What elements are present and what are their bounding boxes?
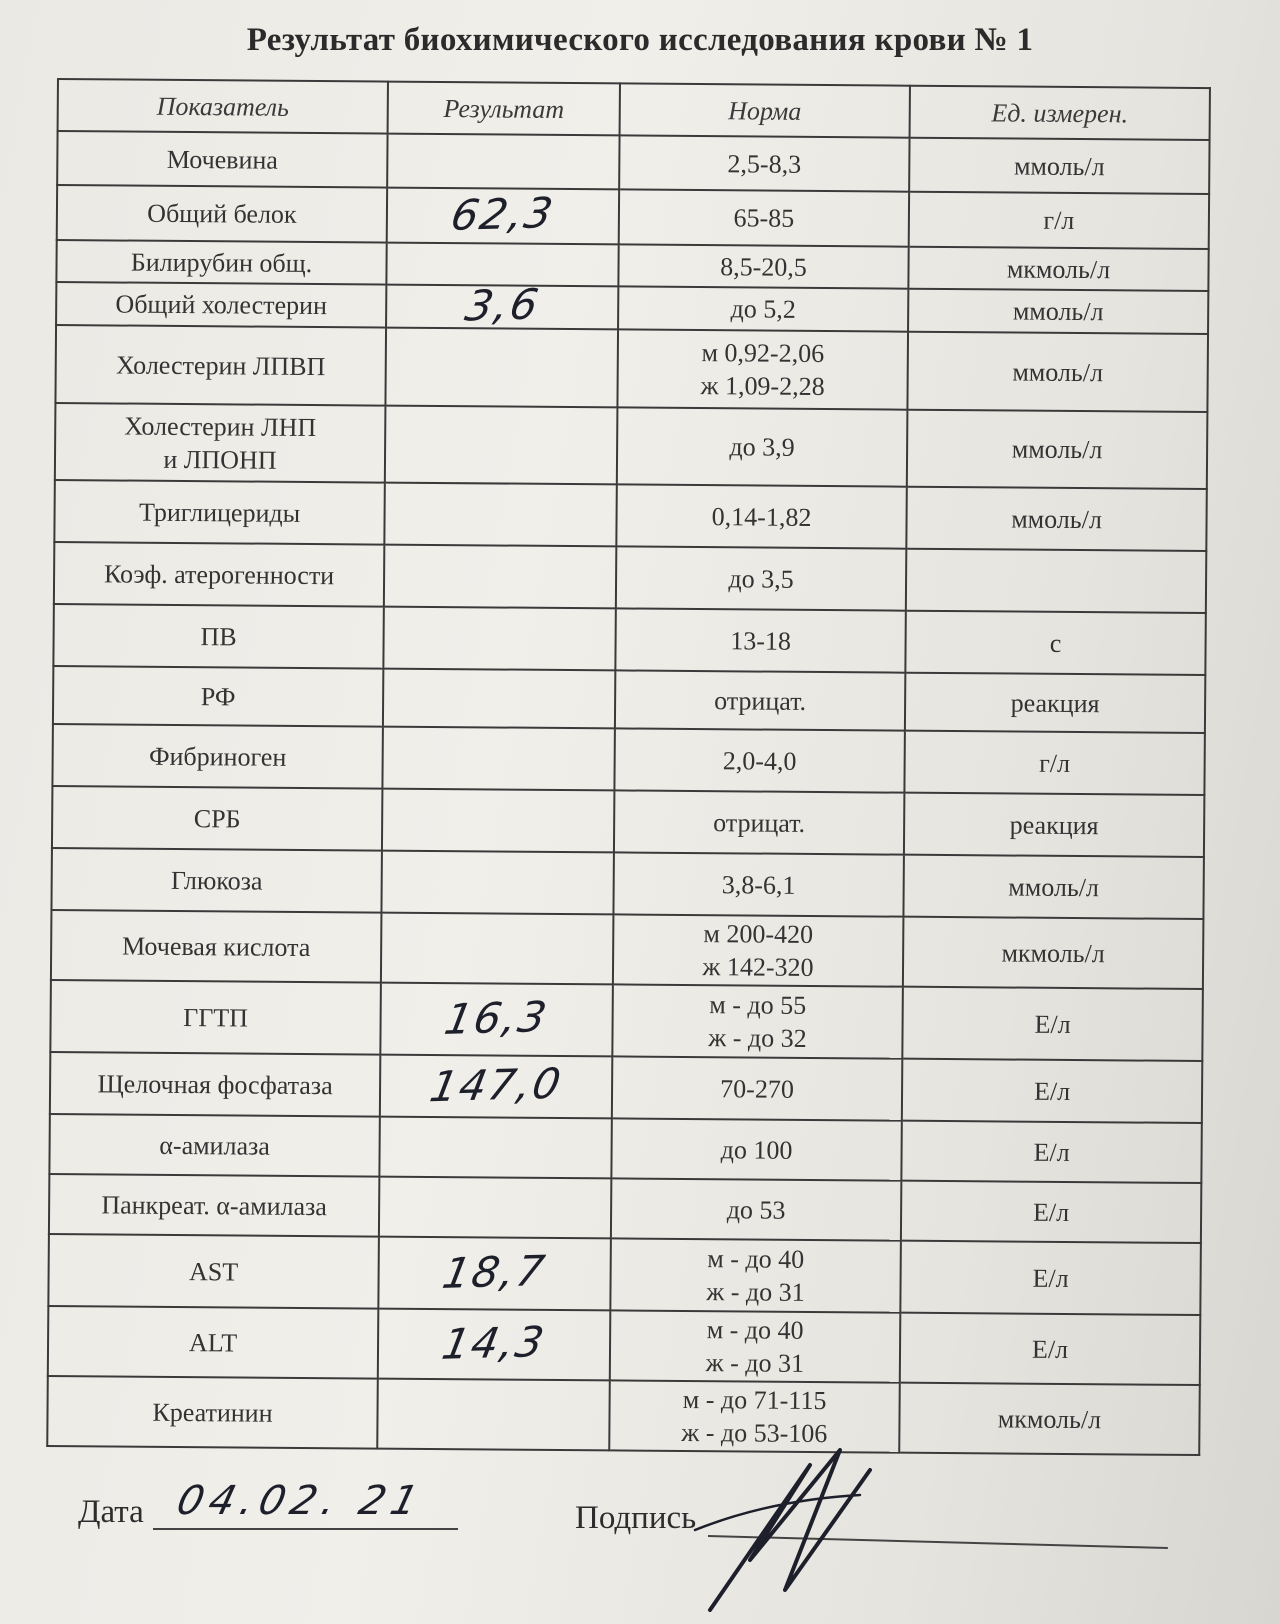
- table-row: [47, 1376, 1200, 1455]
- unit-cell: Е/л: [902, 1059, 1202, 1123]
- result-cell: [387, 188, 619, 245]
- indicator-cell: α-амилаза: [49, 1114, 379, 1177]
- norm-cell: до 3,5: [616, 546, 906, 610]
- result-cell: [384, 545, 616, 609]
- table-row: [53, 604, 1205, 675]
- unit-cell: Е/л: [900, 1313, 1201, 1385]
- result-cell: [384, 483, 616, 547]
- unit-cell: ммоль/л: [909, 138, 1209, 194]
- norm-cell: 2,0-4,0: [614, 728, 904, 792]
- result-cell: [379, 1177, 611, 1239]
- table-row: [52, 724, 1204, 795]
- table-row: [57, 131, 1209, 194]
- indicator-cell: РФ: [53, 666, 383, 727]
- indicator-cell: Мочевая кислота: [51, 910, 382, 983]
- result-cell: [382, 789, 614, 853]
- table-row: [57, 185, 1209, 249]
- indicator-cell: Билирубин общ.: [56, 240, 386, 285]
- unit-cell: Е/л: [900, 1241, 1201, 1315]
- norm-cell: отрицат.: [615, 670, 905, 730]
- unit-cell: ммоль/л: [907, 332, 1208, 412]
- result-cell: [386, 279, 618, 331]
- table-row: [51, 910, 1204, 989]
- unit-cell: [906, 549, 1206, 613]
- indicator-cell: Холестерин ЛНП и ЛПОНП: [55, 403, 386, 483]
- table-body: [47, 131, 1209, 1455]
- handwritten-result-value: 18,7: [439, 1245, 551, 1298]
- handwritten-result-value: 3,6: [461, 279, 544, 331]
- handwritten-result-value: 62,3: [447, 188, 559, 240]
- norm-cell: до 100: [611, 1118, 901, 1180]
- handwritten-signature: [690, 1440, 900, 1620]
- table-row: [50, 980, 1203, 1061]
- date-underline: [153, 1528, 458, 1530]
- unit-cell: мкмоль/л: [903, 917, 1204, 989]
- indicator-cell: Триглицериды: [54, 480, 384, 545]
- norm-cell: м - до 71-115 ж - до 53-106: [609, 1380, 900, 1452]
- norm-cell: 70-270: [612, 1056, 902, 1120]
- norm-cell: м 0,92-2,06 ж 1,09-2,28: [617, 329, 908, 409]
- table-row: [55, 403, 1208, 489]
- unit-cell: ммоль/л: [903, 855, 1203, 919]
- indicator-cell: Мочевина: [57, 131, 387, 188]
- norm-cell: 2,5-8,3: [619, 135, 909, 191]
- result-cell: [385, 406, 618, 485]
- indicator-cell: Глюкоза: [51, 848, 381, 913]
- table-row: [50, 1052, 1202, 1123]
- indicator-cell: Холестерин ЛПВП: [55, 325, 386, 406]
- result-cell: [380, 983, 613, 1057]
- result-cell: [381, 913, 614, 985]
- document-title: Результат биохимического исследования крови № 1: [246, 22, 1034, 58]
- indicator-cell: ГГТП: [50, 980, 381, 1055]
- unit-cell: Е/л: [901, 1121, 1201, 1183]
- unit-cell: ммоль/л: [907, 410, 1208, 489]
- result-cell: [383, 607, 615, 671]
- column-header-result: Результат: [388, 82, 620, 136]
- indicator-cell: Фибриноген: [52, 724, 382, 789]
- table-row: [53, 666, 1205, 733]
- unit-cell: Е/л: [902, 987, 1203, 1061]
- unit-cell: с: [905, 611, 1205, 675]
- table-row: [51, 848, 1203, 919]
- norm-cell: 13-18: [615, 608, 905, 672]
- norm-cell: м - до 40 ж - до 31: [610, 1310, 901, 1382]
- unit-cell: реакция: [905, 673, 1205, 733]
- unit-cell: мкмоль/л: [908, 247, 1208, 291]
- unit-cell: реакция: [904, 793, 1204, 857]
- result-cell: [387, 134, 619, 190]
- norm-cell: м 200-420 ж 142-320: [613, 914, 904, 986]
- table-row: [54, 480, 1206, 551]
- table-row: [48, 1306, 1201, 1385]
- indicator-cell: Панкреат. α-амилаза: [49, 1174, 379, 1237]
- handwritten-result-value: 147,0: [426, 1058, 567, 1111]
- norm-cell: до 5,2: [618, 286, 908, 331]
- results-table: [46, 78, 1211, 1456]
- table-row: [52, 786, 1204, 857]
- indicator-cell: Коэф. атерогенности: [54, 542, 384, 607]
- table-row: [54, 542, 1206, 613]
- result-cell: [381, 851, 613, 915]
- norm-cell: м - до 40 ж - до 31: [610, 1238, 901, 1312]
- norm-cell: до 53: [611, 1178, 901, 1240]
- result-cell: [377, 1379, 610, 1451]
- indicator-cell: СРБ: [52, 786, 382, 851]
- indicator-cell: Общий белок: [57, 185, 387, 243]
- norm-cell: 0,14-1,82: [616, 484, 906, 548]
- result-cell: [383, 669, 615, 729]
- column-header-unit: Ед. измерен.: [910, 86, 1210, 140]
- result-cell: [379, 1117, 611, 1179]
- indicator-cell: Щелочная фосфатаза: [50, 1052, 380, 1117]
- unit-cell: ммоль/л: [906, 487, 1206, 551]
- column-header-indicator: Показатель: [58, 79, 388, 134]
- date-value: 04.02. 21: [172, 1478, 429, 1524]
- indicator-cell: Креатинин: [47, 1376, 378, 1449]
- result-cell: [380, 1055, 612, 1119]
- unit-cell: ммоль/л: [908, 289, 1208, 334]
- norm-cell: отрицат.: [614, 790, 904, 854]
- indicator-cell: AST: [48, 1234, 379, 1309]
- table-row: [49, 1174, 1201, 1243]
- result-cell: [378, 1237, 611, 1311]
- result-cell: [378, 1309, 611, 1381]
- column-header-norm: Норма: [620, 83, 910, 137]
- handwritten-result-value: 14,3: [438, 1316, 550, 1369]
- result-cell: [382, 727, 614, 791]
- norm-cell: 3,8-6,1: [613, 852, 903, 916]
- table-row: [49, 1114, 1201, 1183]
- indicator-cell: ПВ: [53, 604, 383, 669]
- unit-cell: мкмоль/л: [899, 1383, 1200, 1455]
- norm-cell: до 3,9: [617, 407, 908, 486]
- unit-cell: г/л: [904, 731, 1204, 795]
- unit-cell: Е/л: [901, 1181, 1201, 1243]
- norm-cell: 65-85: [619, 189, 909, 246]
- norm-cell: 8,5-20,5: [618, 244, 908, 288]
- unit-cell: г/л: [909, 192, 1209, 249]
- table-row: [55, 325, 1208, 412]
- indicator-cell: ALT: [48, 1306, 379, 1379]
- result-cell: [385, 328, 618, 408]
- handwritten-result-value: 16,3: [441, 991, 553, 1044]
- date-label: Дата: [78, 1494, 144, 1530]
- table-row: [48, 1234, 1201, 1315]
- indicator-cell: Общий холестерин: [56, 282, 386, 328]
- table-header-row: [58, 79, 1210, 140]
- signature-label: Подпись: [575, 1500, 697, 1536]
- norm-cell: м - до 55 ж - до 32: [612, 984, 903, 1058]
